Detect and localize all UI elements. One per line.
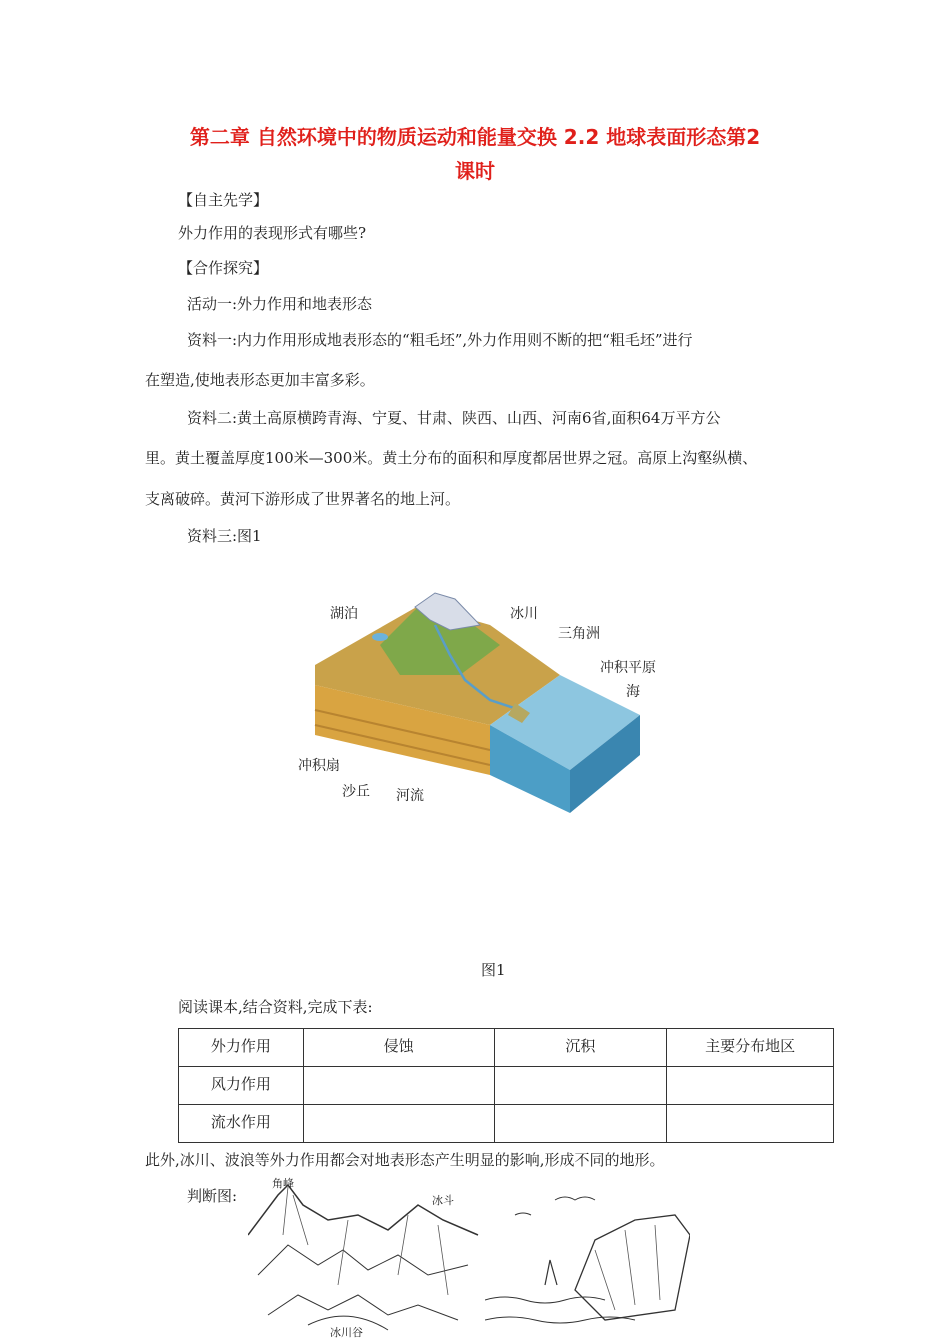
slope-line <box>258 1245 468 1275</box>
table-row <box>179 1105 834 1143</box>
label-river: 河流 <box>396 788 424 804</box>
sea-stack <box>545 1260 557 1285</box>
label-sea: 海 <box>626 684 640 700</box>
cloud-shape <box>515 1213 531 1215</box>
after-table-text: 此外,冰川、波浪等外力作用都会对地表形态产生明显的影响,形成不同的地形。 <box>145 1151 665 1169</box>
table-answer-cell[interactable] <box>494 1105 667 1143</box>
lake-shape <box>372 633 388 641</box>
judge-label: 判断图: <box>187 1187 238 1205</box>
section-self-study: 【自主先学】 <box>178 191 269 209</box>
cloud-shape <box>555 1197 595 1200</box>
slope-line <box>268 1295 458 1320</box>
coastal-landform-sketch <box>485 1190 690 1340</box>
external-forces-table <box>178 1028 834 1143</box>
table-cell: 流水作用 <box>210 1113 271 1131</box>
table-answer-cell[interactable] <box>303 1105 494 1143</box>
label-lake: 湖泊 <box>330 606 358 622</box>
label-alluvial-fan: 冲积扇 <box>298 758 340 774</box>
table-answer-cell[interactable] <box>303 1067 494 1105</box>
material-2-line-2: 里。黄土覆盖厚度100米—300米。黄土分布的面积和厚度都居世界之冠。高原上沟壑纵横、 <box>145 449 758 467</box>
table-answer-cell[interactable] <box>667 1067 834 1105</box>
label-peak: 角峰 <box>272 1177 294 1190</box>
read-instruction: 阅读课本,结合资料,完成下表: <box>178 998 373 1016</box>
cliff-hatching <box>595 1225 660 1310</box>
table-header-row <box>179 1029 834 1067</box>
material-3-line: 资料三:图1 <box>187 527 262 545</box>
wave-line <box>485 1317 635 1323</box>
table-header-cell: 外力作用 <box>210 1037 271 1055</box>
label-glacial-valley: 冰川谷 <box>330 1326 363 1339</box>
figure-1-landforms <box>290 585 670 815</box>
table-cell: 风力作用 <box>210 1075 271 1093</box>
material-2-line-1: 资料二:黄土高原横跨青海、宁夏、甘肃、陕西、山西、河南6省,面积64万平方公 <box>187 409 721 427</box>
title-line-2: 课时 <box>455 159 495 183</box>
material-1-line-2: 在塑造,使地表形态更加丰富多彩。 <box>145 371 375 389</box>
page-title <box>140 120 810 188</box>
title-line-1: 第二章 自然环境中的物质运动和能量交换 2.2 地球表面形态第2 <box>189 125 761 149</box>
hatching-lines <box>283 1187 448 1295</box>
table-header-cell: 侵蚀 <box>383 1037 414 1055</box>
material-1-line-1: 资料一:内力作用形成地表形态的“粗毛坯”,外力作用则不断的把“粗毛坯”进行 <box>187 331 693 349</box>
table-answer-cell[interactable] <box>667 1105 834 1143</box>
label-cirque: 冰斗 <box>432 1194 454 1207</box>
label-dune: 沙丘 <box>342 784 370 800</box>
label-glacier: 冰川 <box>510 606 538 622</box>
sea-cliff <box>575 1215 690 1320</box>
activity-1-heading: 活动一:外力作用和地表形态 <box>187 295 373 313</box>
material-2-line-3: 支离破碎。黄河下游形成了世界著名的地上河。 <box>145 490 461 508</box>
table-header-cell: 主要分布地区 <box>705 1037 796 1055</box>
self-study-question: 外力作用的表现形式有哪些? <box>178 224 367 242</box>
table-header-cell: 沉积 <box>565 1037 596 1055</box>
table-row <box>179 1067 834 1105</box>
label-alluvial-plain: 冲积平原 <box>600 660 656 676</box>
table-answer-cell[interactable] <box>494 1067 667 1105</box>
figure-caption: 图1 <box>481 961 506 979</box>
label-delta: 三角洲 <box>558 626 600 642</box>
section-cooperative: 【合作探究】 <box>178 259 269 277</box>
